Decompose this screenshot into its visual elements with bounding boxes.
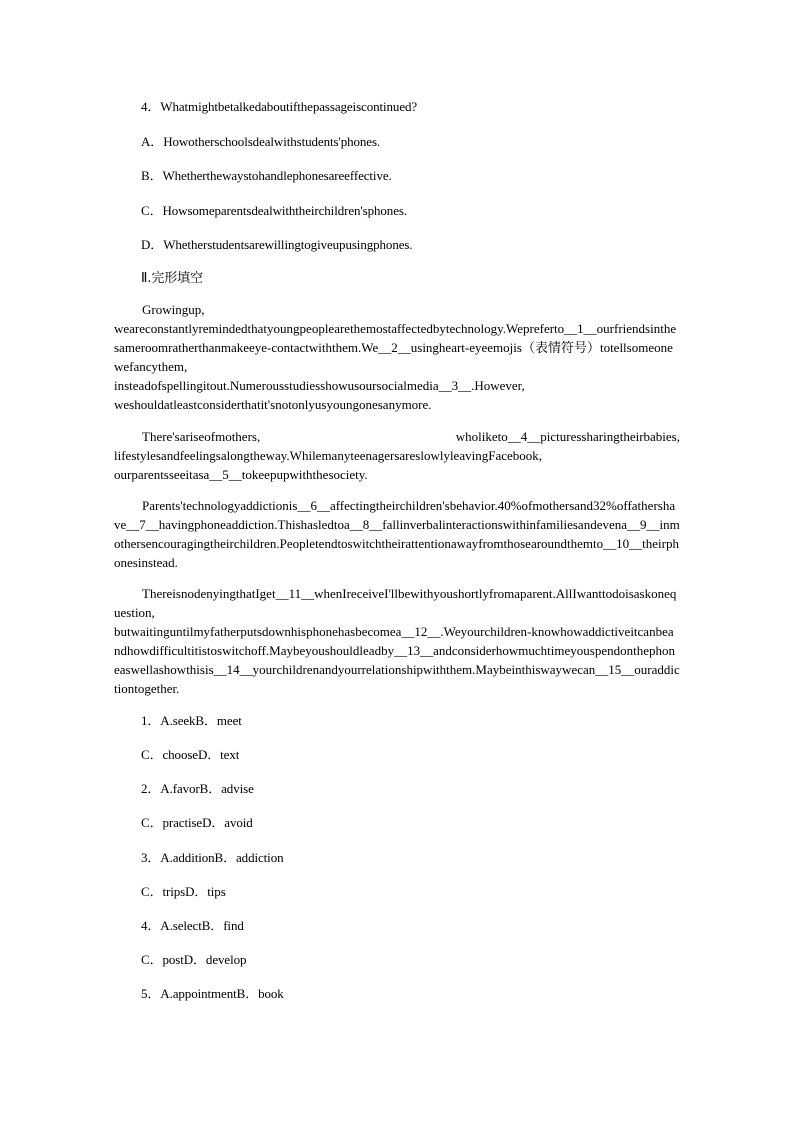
blank-7: __7__: [126, 517, 159, 532]
blank-13: __13__: [394, 643, 434, 658]
p4-text: ouraddictiontogether.: [114, 662, 680, 696]
blank-2: __2__: [378, 340, 411, 355]
p1-text: ourfriendsinthesameroomratherthanmakeeye-contactwiththem.We: [114, 321, 677, 355]
cloze-paragraph-4: [114, 584, 680, 698]
option-line: C．tripsD．tips: [141, 884, 226, 899]
option-line: C．postD．develop: [141, 952, 247, 967]
option-line: 2．A.favorB．advise: [141, 781, 254, 796]
question-4-option-b: B．Whetherthewaystohandlephonesareeffective.: [141, 168, 392, 183]
question-4-option-c: C．Howsomeparentsdealwiththeirchildren'sphones.: [141, 203, 407, 218]
p4-text: butwaitinguntilmyfatherputsdownhisphonehasbecomea: [114, 624, 402, 639]
question-4-option-d: D．Whetherstudentsarewillingtogiveupusingphones.: [141, 237, 413, 252]
p2-text: ourparentsseeitasa: [114, 467, 210, 482]
p3-text: affectingtheirchildren'sbehavior.40%ofmothersand32%offathershave: [114, 498, 676, 532]
blank-14: __14__: [213, 662, 253, 677]
p1-text: usingheart-eyeemojis（表情符号）totellsomeonewefancythem,: [114, 340, 673, 374]
option-line: 1．A.seekB．meet: [141, 713, 242, 728]
cloze-paragraph-3: [114, 496, 680, 572]
p2-text: wholiketo: [455, 429, 508, 444]
blank-10: __10__: [603, 536, 643, 551]
option-line: 4．A.selectB．find: [141, 918, 244, 933]
p3-text: inmothersencouragingtheirchildren.Peopletendtoswitchtheirattentionawayfromthosearoundthemto: [114, 517, 680, 551]
blank-9: __9__: [627, 517, 660, 532]
p1-text: .However,: [471, 378, 525, 393]
question-4-stem: 4．Whatmightbetalkedaboutifthepassageiscontinued?: [141, 99, 418, 114]
blank-3: __3__: [438, 378, 472, 393]
p2-line: [114, 465, 680, 484]
option-line: C．chooseD．text: [141, 747, 240, 762]
option-line: C．practiseD．avoid: [141, 815, 253, 830]
p4-text: yourchildrenandyourrelationshipwiththem.Maybeinthiswaywecan: [252, 662, 596, 677]
p4-text: andconsiderhowmuchtimeyouspendonthephoneaswellashowthisis: [114, 643, 675, 677]
p1-text: insteadofspellingitout.Numerousstudiesshowusoursocialmedia: [114, 378, 439, 393]
blank-4: __4__: [507, 429, 541, 444]
option-line: 3．A.additionB．addiction: [141, 850, 284, 865]
p3-text: Parents'technologyaddictionis: [142, 498, 298, 513]
p4-text: .Weyourchildren-knowhowaddictiveitcanbeandhowdifficultitistoswitchoff.Maybeyoushouldleadby: [114, 624, 674, 658]
p1-line: [114, 376, 680, 395]
question-4-option-a: A．Howotherschoolsdealwithstudents'phones.: [141, 134, 381, 149]
p2-line: lifestylesandfeelingsalongtheway.WhilemanyteenagersareslowlyleavingFacebook,: [114, 448, 543, 463]
p2-line: [114, 427, 680, 446]
p2-text: picturessharingtheirbabies,: [540, 429, 680, 444]
blank-5: __5__: [209, 467, 242, 482]
p4-body: [114, 622, 680, 698]
blank-8: __8__: [349, 517, 383, 532]
blank-6: __6__: [297, 498, 330, 513]
blank-1: __1__: [564, 321, 597, 336]
option-line: 5．A.appointmentB．book: [141, 986, 284, 1001]
p1-body: [114, 319, 680, 376]
p4-text: whenIreceiveI'llbewithyoushortlyfromaparent.AllIwanttodoisaskonequestion,: [114, 586, 677, 620]
blank-11: __11__: [275, 586, 315, 601]
section-title: Ⅱ.完形填空: [141, 271, 203, 286]
cloze-paragraph-1: [114, 300, 680, 414]
p1-line: weshouldatleastconsiderthatit'snotonlyusyoungonesanymore.: [114, 397, 432, 412]
blank-12: __12__: [401, 624, 441, 639]
p3-text: havingphoneaddiction.Thishasledtoa: [158, 517, 350, 532]
p3-text: theirphonesinstead.: [114, 536, 679, 570]
p4-line: [114, 584, 680, 622]
p3-text: fallinverbalinteractionswithinfamiliesandevena: [382, 517, 628, 532]
cloze-paragraph-2: [114, 427, 680, 484]
blank-15: __15__: [595, 662, 635, 677]
p4-text: ThereisnodenyingthatIget: [142, 586, 276, 601]
p2-text: tokeepupwiththesociety.: [241, 467, 368, 482]
p1-line: Growingup,: [142, 302, 205, 317]
p1-text: weareconstantlyremindedthatyoungpeoplearethemostaffectedbytechnology.Wepreferto: [114, 321, 565, 336]
p2-text: There'sariseofmothers,: [142, 429, 261, 444]
